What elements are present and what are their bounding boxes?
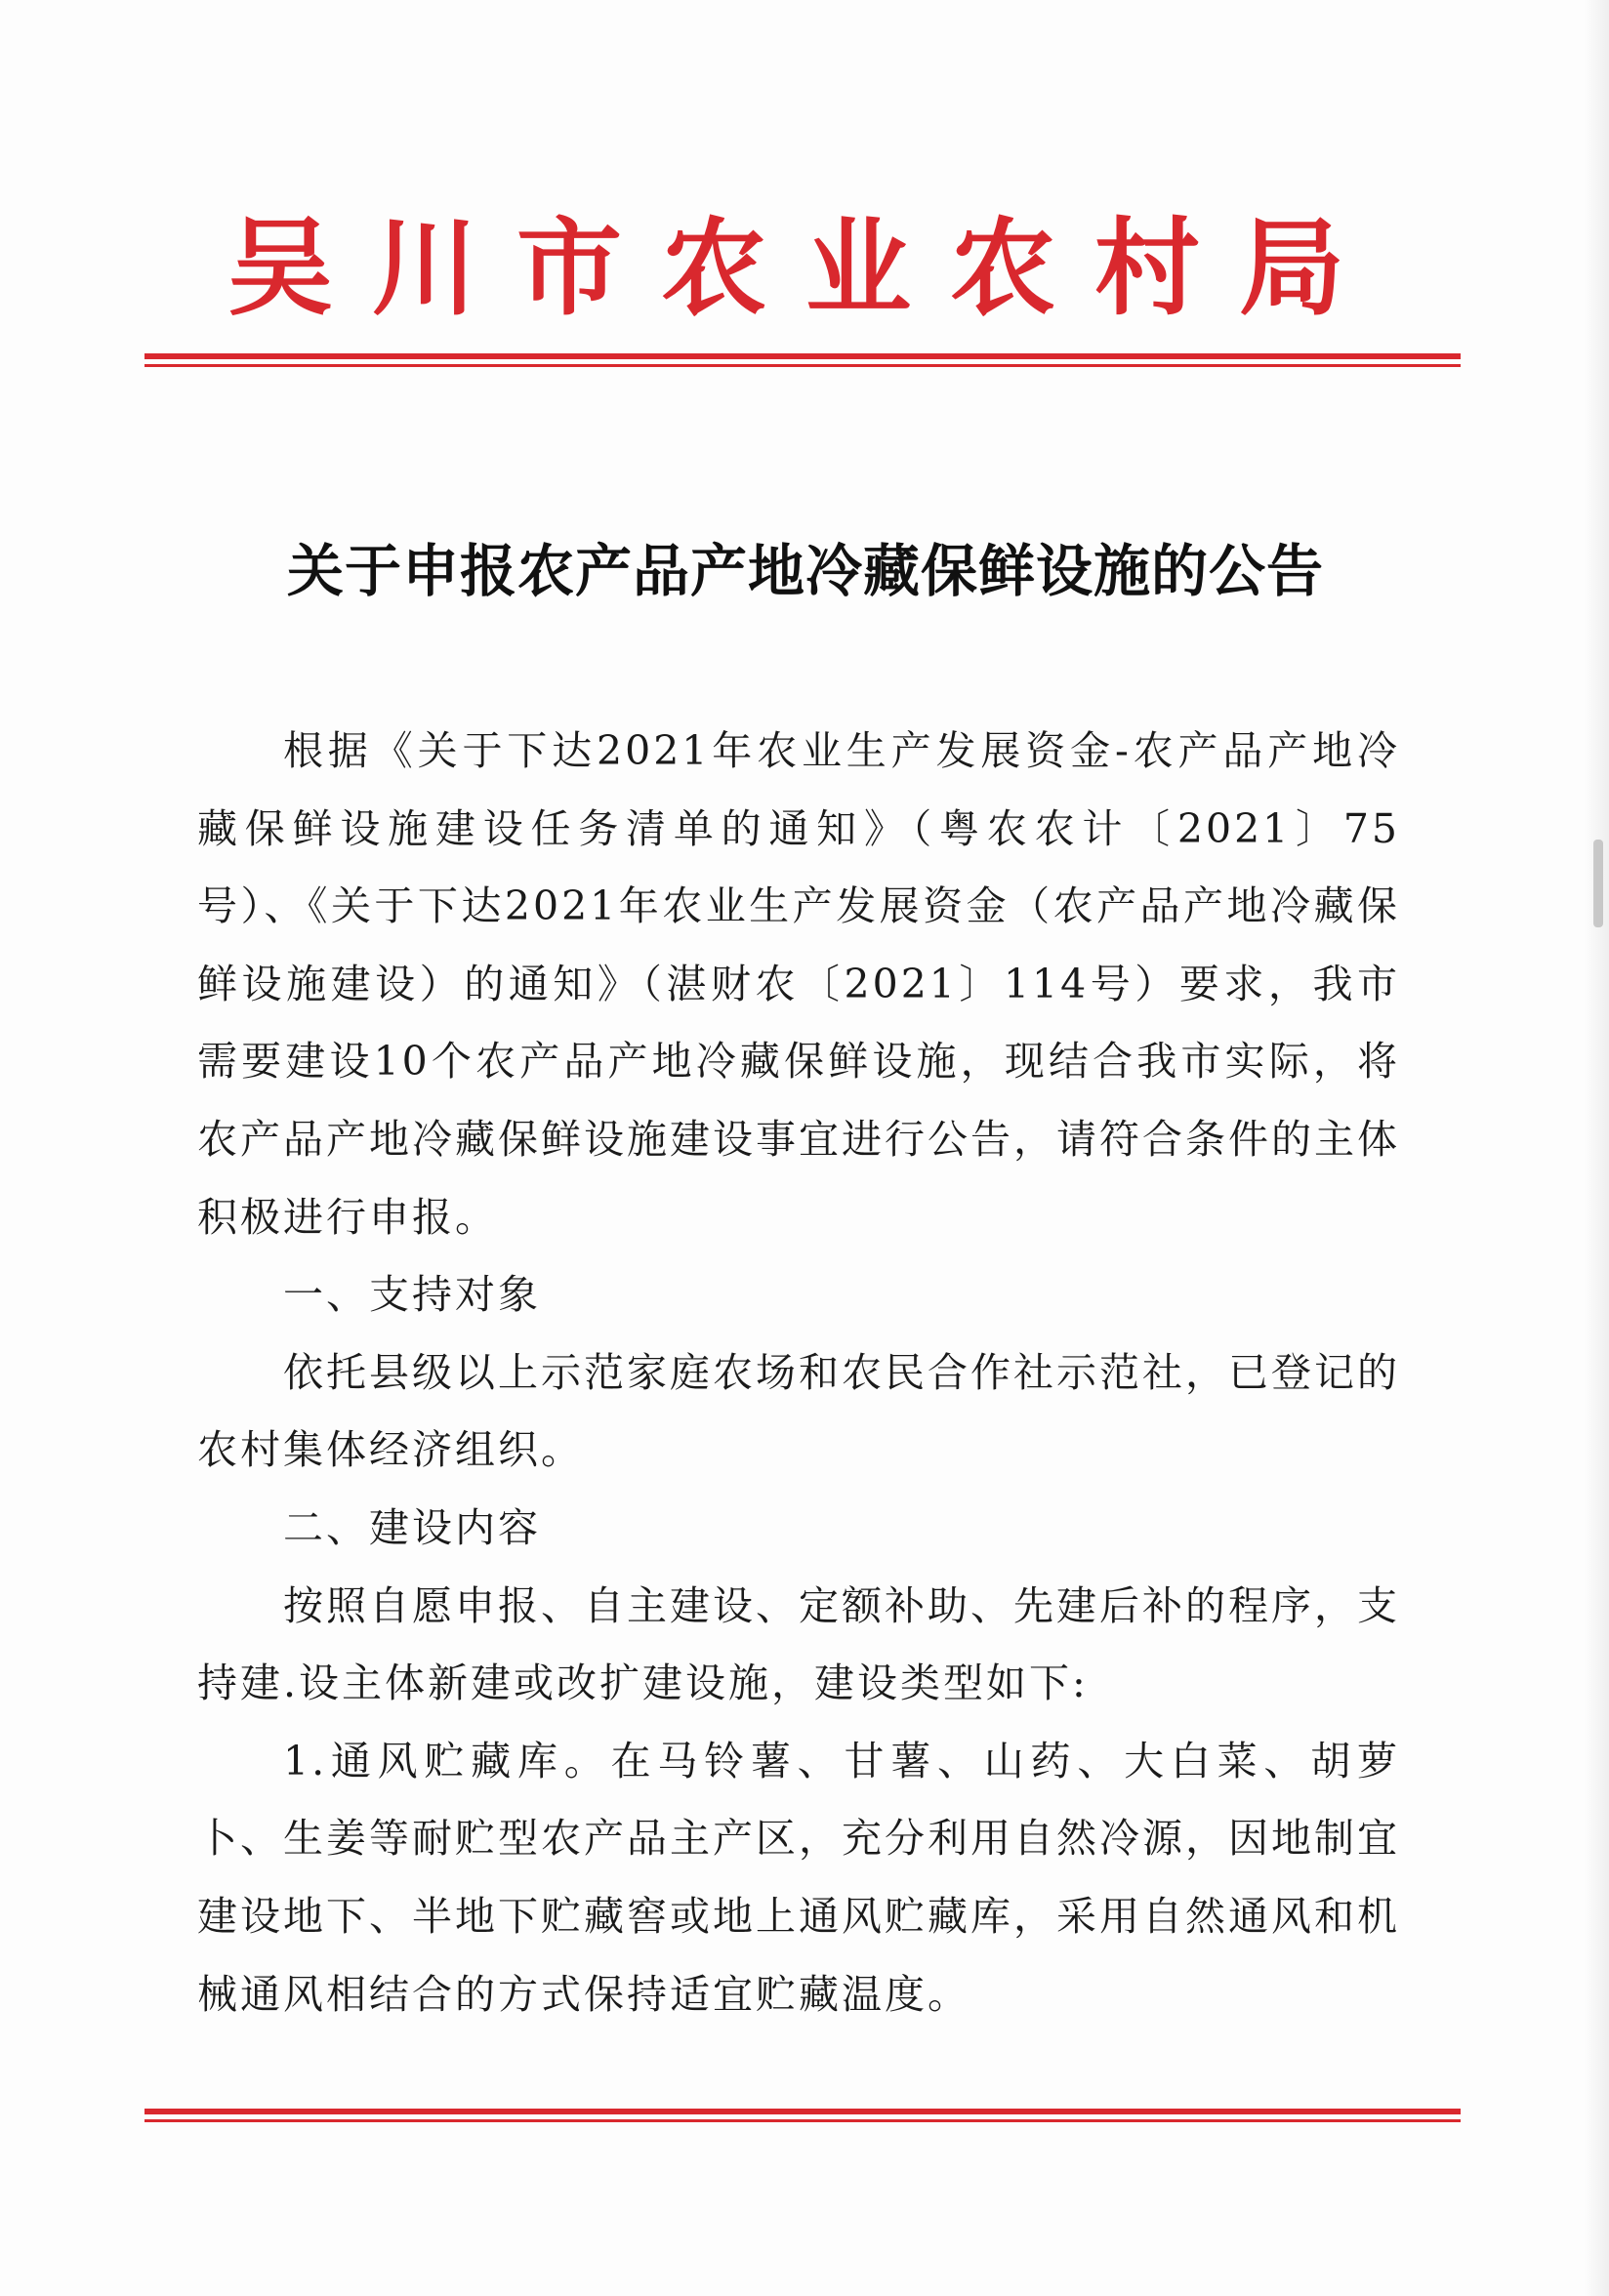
paragraph-ventilated-storage: 1.通风贮藏库。在马铃薯、甘薯、山药、大白菜、胡萝卜、生姜等耐贮型农产品主产区，充分利用自然冷源，因地制宜建设地下、半地下贮藏窖或地上通风贮藏库，采用自然通风和机械通风相结合的方式保持适宜贮藏温度。 bbox=[197, 1737, 1400, 2018]
red-rule-thin-line bbox=[144, 364, 1461, 367]
footer-red-rule bbox=[144, 2109, 1461, 2122]
scan-artifact bbox=[1593, 840, 1603, 927]
paragraph-support-targets: 依托县级以上示范家庭农场和农民合作社示范社，已登记的农村集体经济组织。 bbox=[197, 1348, 1400, 1474]
document-body bbox=[197, 713, 1400, 2033]
section-heading-construction-content: 二、建设内容 bbox=[283, 1503, 541, 1551]
document-title: 关于申报农产品产地冷藏保鲜设施的公告 bbox=[286, 538, 1324, 604]
section-heading-support-targets: 一、支持对象 bbox=[283, 1271, 541, 1319]
agency-letterhead: 吴川市农业农村局 bbox=[227, 207, 1383, 330]
scan-edge-shadow bbox=[1584, 0, 1609, 2296]
letterhead-red-rule bbox=[144, 353, 1461, 367]
paragraph-intro: 根据《关于下达2021年农业生产发展资金-农产品产地冷藏保鲜设施建设任务清单的通知》（粤农农计〔2021〕75号）、《关于下达2021年农业生产发展资金（农产品产地冷藏保鲜设施建设）的通知》（湛财农〔2021〕114号）要求，我市需要建设10个农产品产地冷藏保鲜设施，现结合我市实际，将农产品产地冷藏保鲜设施建设事宜进行公告，请符合条件的主体积极进行申报。 bbox=[197, 727, 1400, 1241]
paragraph-construction-content: 按照自愿申报、自主建设、定额补助、先建后补的程序，支持建.设主体新建或改扩建设施，建设类型如下: bbox=[197, 1581, 1400, 1707]
footer-rule-thin-line bbox=[144, 2119, 1461, 2122]
